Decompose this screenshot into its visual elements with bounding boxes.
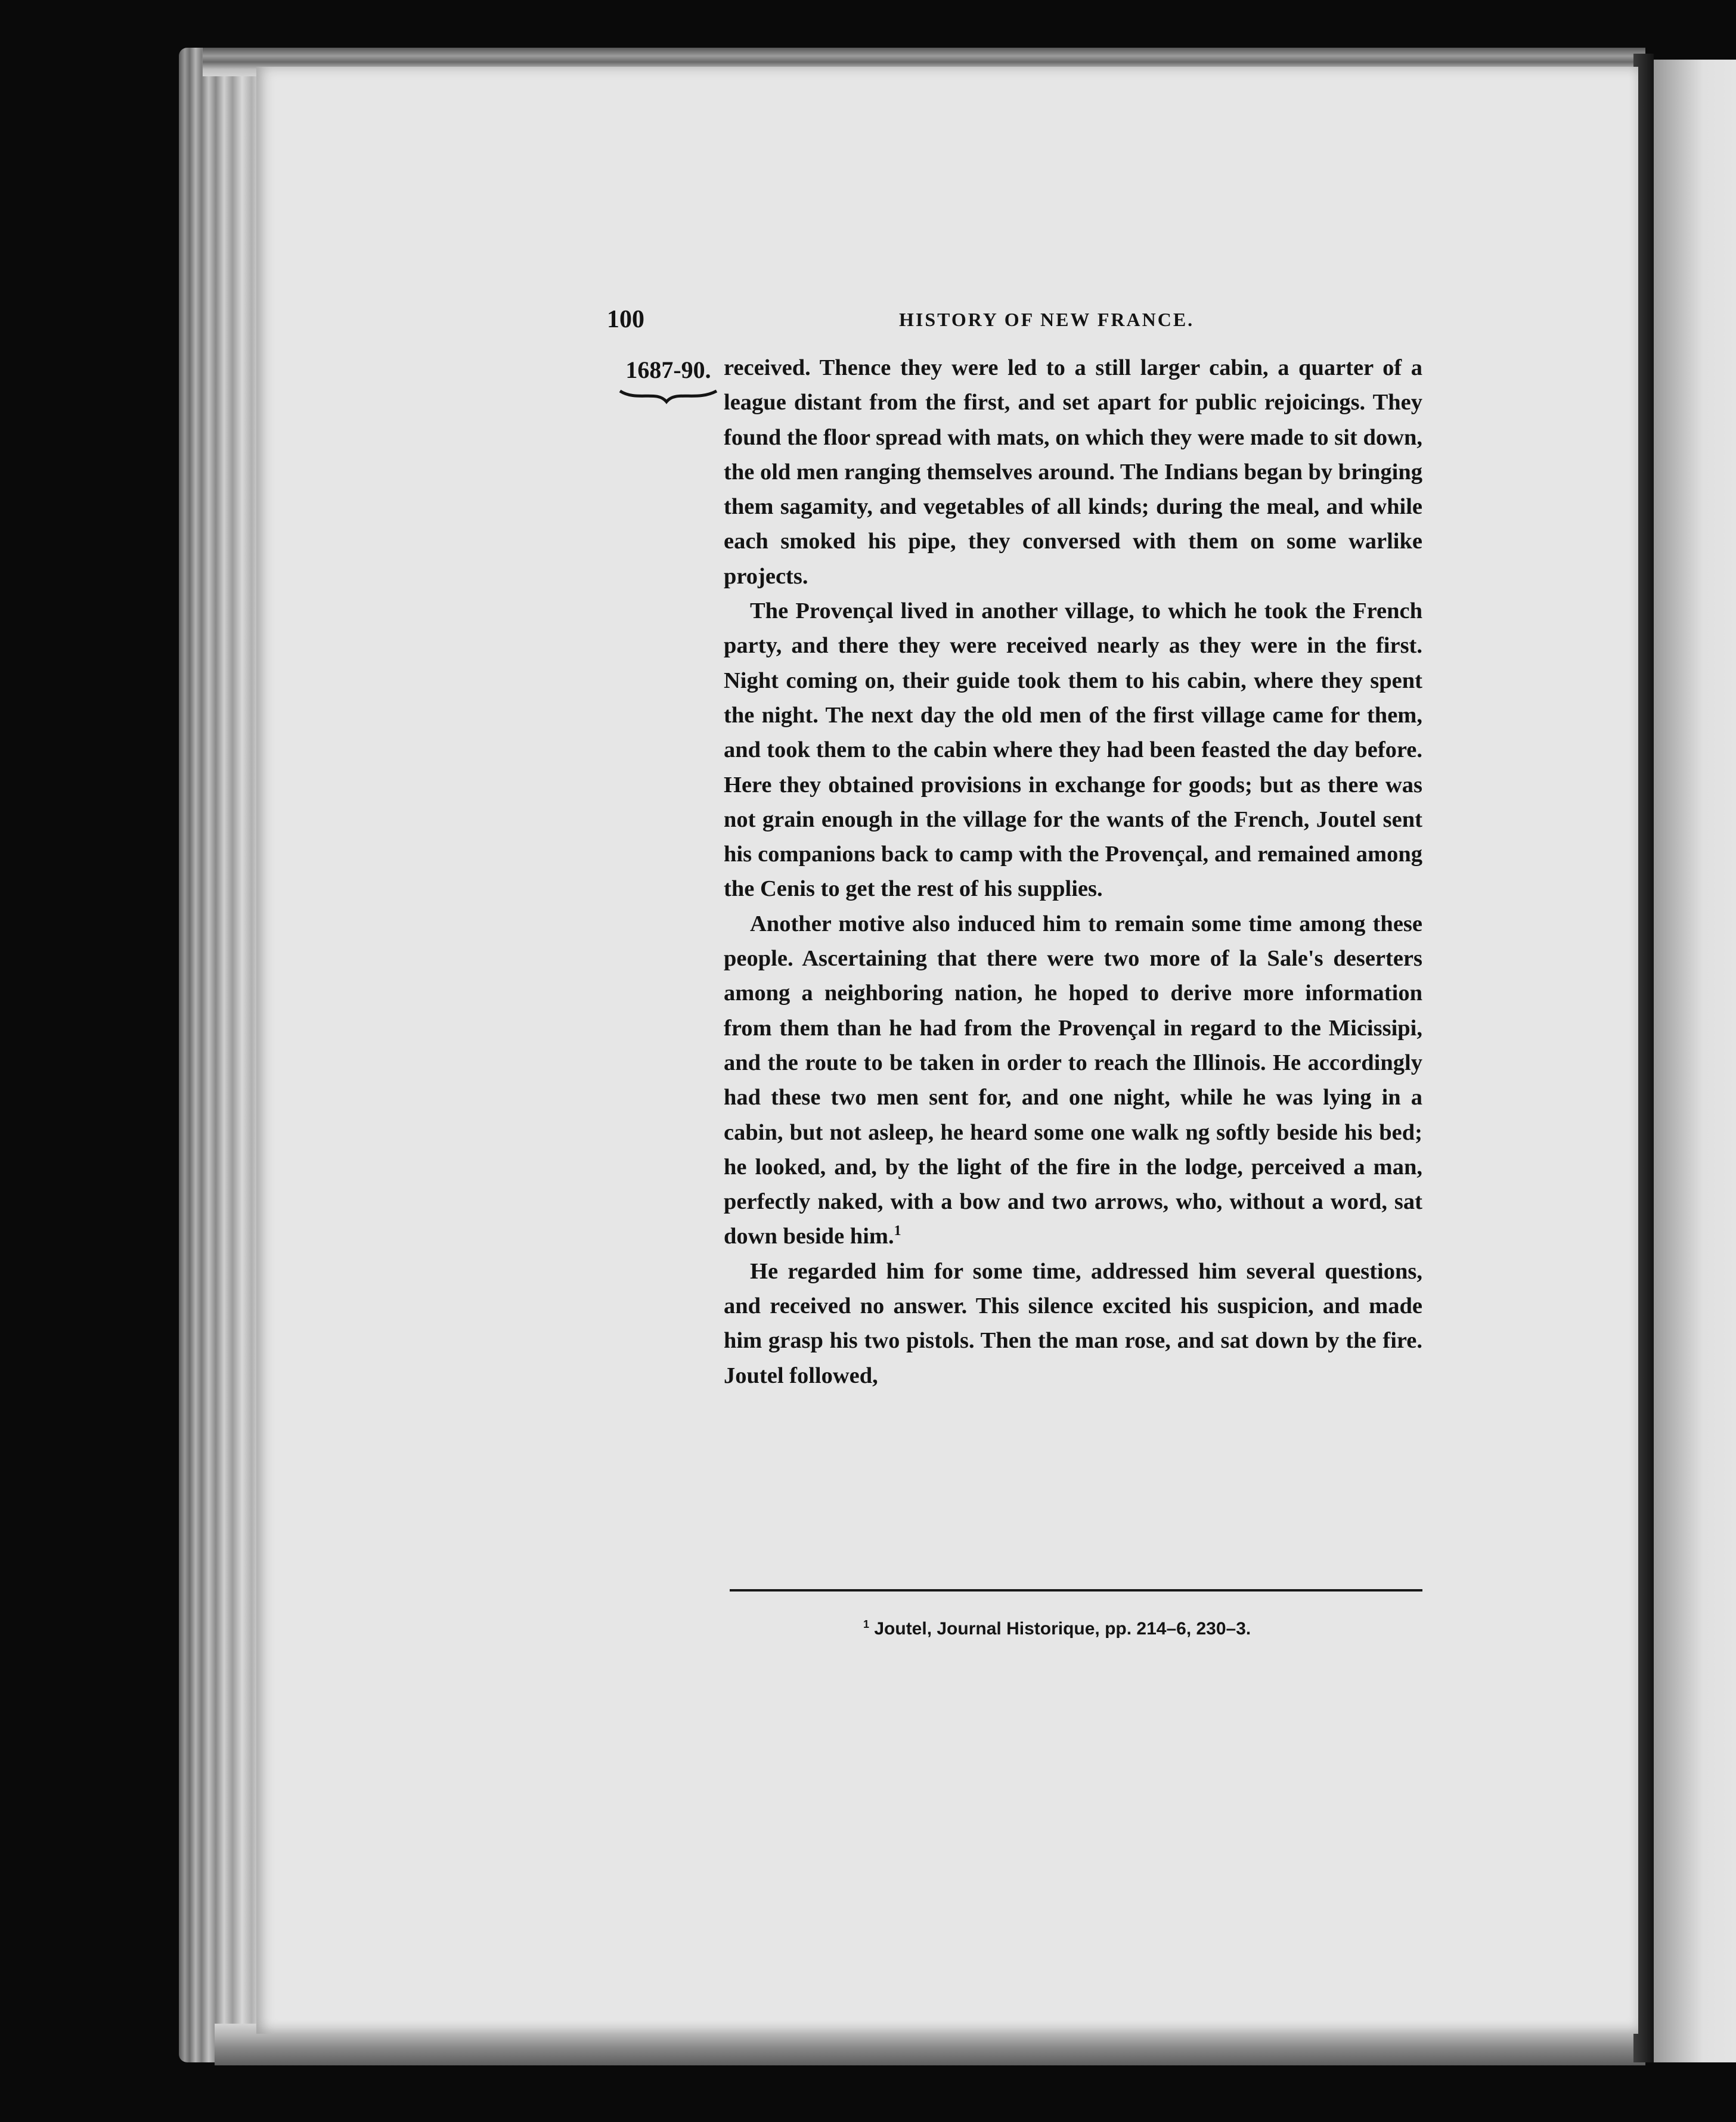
- paragraph-4: He regarded him for some time, addressed him several questions, and received no answer. This silence excited his suspicion, and made him grasp his two pistols. Then the man rose, and sat down by the fire. Joutel followed,: [724, 1258, 1422, 1388]
- footnote-marker: 1: [863, 1618, 870, 1630]
- date-margin-note: [612, 353, 725, 405]
- page-content: [607, 302, 1423, 1639]
- running-title: HISTORY OF NEW FRANCE.: [899, 309, 1195, 330]
- paragraph-1: received. Thence they were led to a still larger cabin, a quarter of a league distant from the first, and set apart for public rejoicings. They found the floor spread with mats, on which they were made to sit down, the old men ranging themselves around. The Indians began by bringing them sagamity, and vegetables of all kinds; during the meal, and while each smoked his pipe, they conversed with them on some warlike projects.: [724, 355, 1423, 589]
- page-number: 100: [607, 306, 644, 333]
- date-label: 1687-90.: [625, 356, 711, 383]
- body-text: [724, 350, 1422, 1393]
- running-head: [607, 302, 1418, 337]
- footnote-divider: [730, 1589, 1422, 1592]
- footnote-reference: 1: [894, 1223, 901, 1239]
- paragraph-3: [724, 907, 1422, 1254]
- paragraph-2: The Provençal lived in another village, to which he took the French party, and there they were received nearly as they were in the first. Night coming on, their guide took them to his cabin, where they spent the night. The next day the old men of the first village came for them, and took them to the cabin where they had been feasted the day before. Here they obtained provisions in exchange for goods; but as there was not grain enough in the village for the wants of the French, Joutel sent his companions back to camp with the Provençal, and remained among the Cenis to get the rest of his supplies.: [724, 598, 1422, 902]
- facing-page-edge: [1654, 60, 1736, 2062]
- footnote-text: Joutel, Journal Historique, pp. 214–6, 230–3.: [874, 1619, 1251, 1639]
- brace-ornament-icon: [619, 387, 718, 405]
- footnote: [863, 1611, 1400, 1643]
- paragraph-3-text: Another motive also induced him to remain some time among these people. Ascertaining that there were two more of la Sale's deserters among a neighboring nation, he hoped to derive more information from them than he had from the Provençal in regard to the Micissipi, and the route to be taken in order to reach the Illinois. He accordingly had these two men sent for, and one night, while he was lying in a cabin, but not asleep, he heard some one walk ng softly beside his bed; he looked, and, by the light of the fire in the lodge, perceived a man, perfectly naked, with a bow and two arrows, who, without a word, sat down beside him.: [724, 911, 1422, 1249]
